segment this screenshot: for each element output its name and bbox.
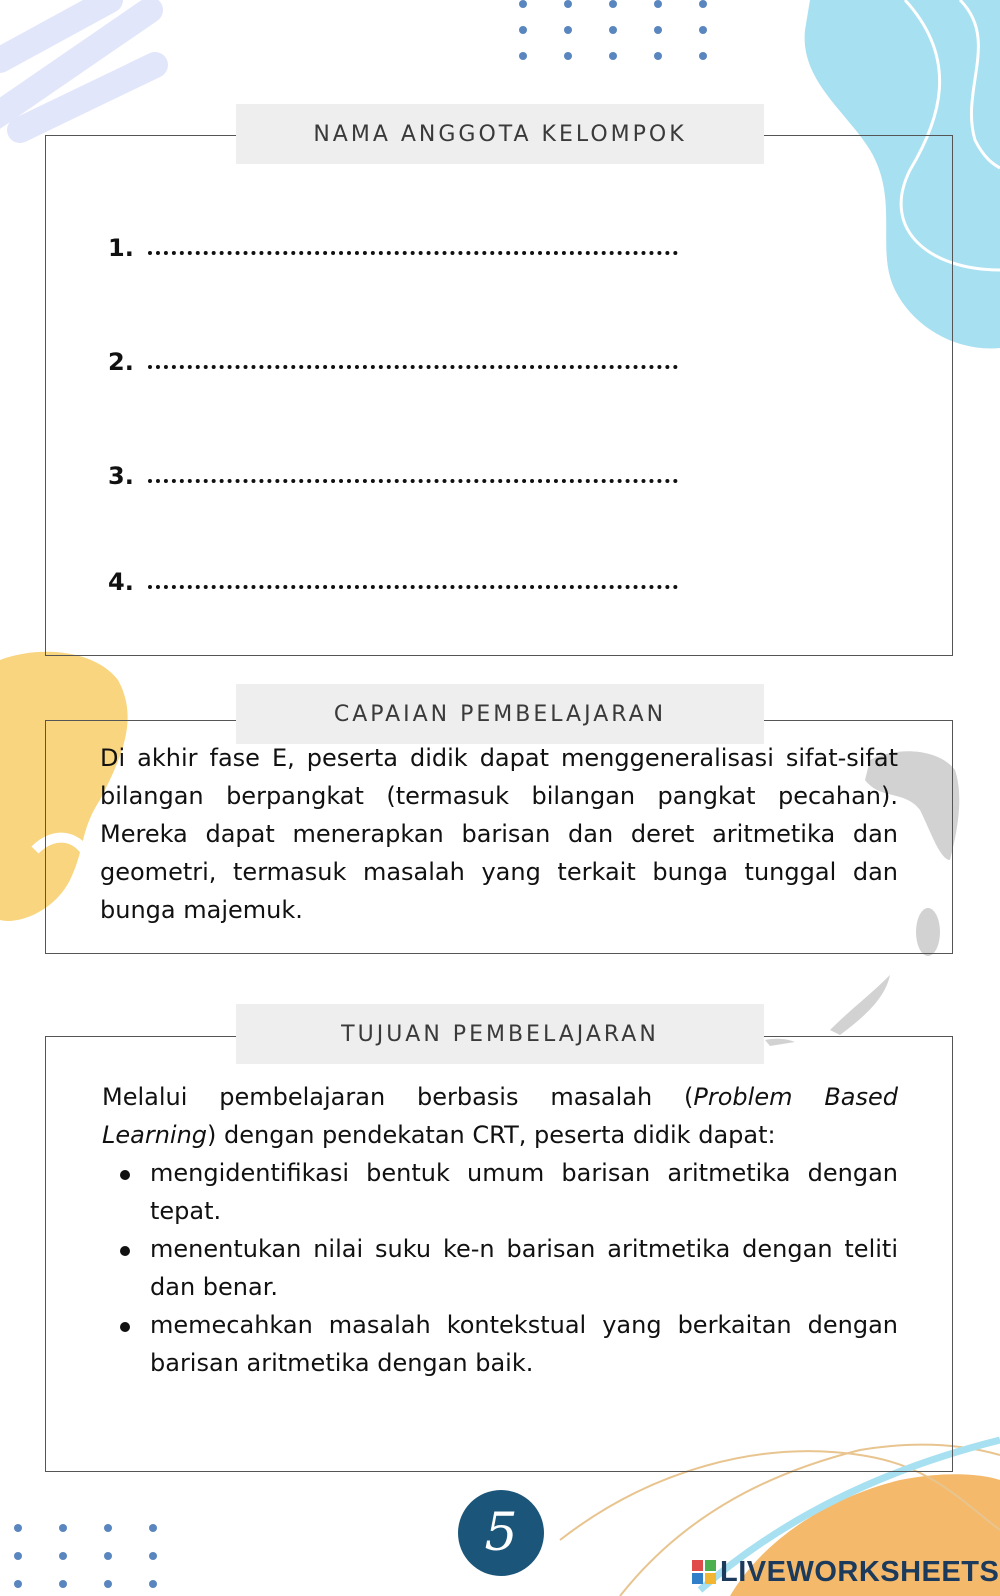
scribble-decor	[0, 0, 155, 130]
bullet-icon	[120, 1246, 130, 1256]
tujuan-intro	[102, 1078, 898, 1154]
intro-italic: Problem Based Learning	[102, 1083, 898, 1149]
liveworksheets-logo-icon	[692, 1560, 716, 1584]
page-number: 5	[458, 1490, 544, 1576]
member-number: 1.	[108, 234, 134, 262]
member-number: 3.	[108, 462, 134, 490]
dots-top	[519, 0, 707, 60]
capaian-text: Di akhir fase E, peserta didik dapat menggeneralisasi sifat-sifat bilangan berpangkat (termasuk bilangan pangkat pecahan). Mereka dapat menerapkan barisan dan deret aritmetika dan geometri, termasuk masalah yang terkait bunga tunggal dan bunga majemuk.	[100, 744, 898, 924]
tujuan-title: TUJUAN PEMBELAJARAN	[236, 1004, 764, 1064]
brand-text: LIVEWORKSHEETS	[720, 1555, 1000, 1588]
intro-after: ) dengan pendekatan CRT, peserta didik dapat:	[207, 1121, 776, 1149]
bullet-icon	[120, 1322, 130, 1332]
list-item: mengidentifikasi bentuk umum barisan aritmetika dengan tepat.	[102, 1154, 898, 1230]
list-item: menentukan nilai suku ke-n barisan aritmetika dengan teliti dan benar.	[102, 1230, 898, 1306]
members-title: NAMA ANGGOTA KELOMPOK	[236, 104, 764, 164]
list-item: memecahkan masalah kontekstual yang berkaitan dengan barisan aritmetika dengan baik.	[102, 1306, 898, 1382]
dots-bottom-left	[14, 1524, 157, 1588]
capaian-title: CAPAIAN PEMBELAJARAN	[236, 684, 764, 744]
bullet-icon	[120, 1170, 130, 1180]
intro-before: Melalui pembelajaran berbasis masalah (	[102, 1083, 694, 1111]
liveworksheets-brand	[692, 1553, 999, 1591]
member-number: 2.	[108, 348, 134, 376]
member-number: 4.	[108, 568, 134, 596]
members-box	[45, 135, 953, 656]
tujuan-bullets	[102, 1154, 898, 1382]
